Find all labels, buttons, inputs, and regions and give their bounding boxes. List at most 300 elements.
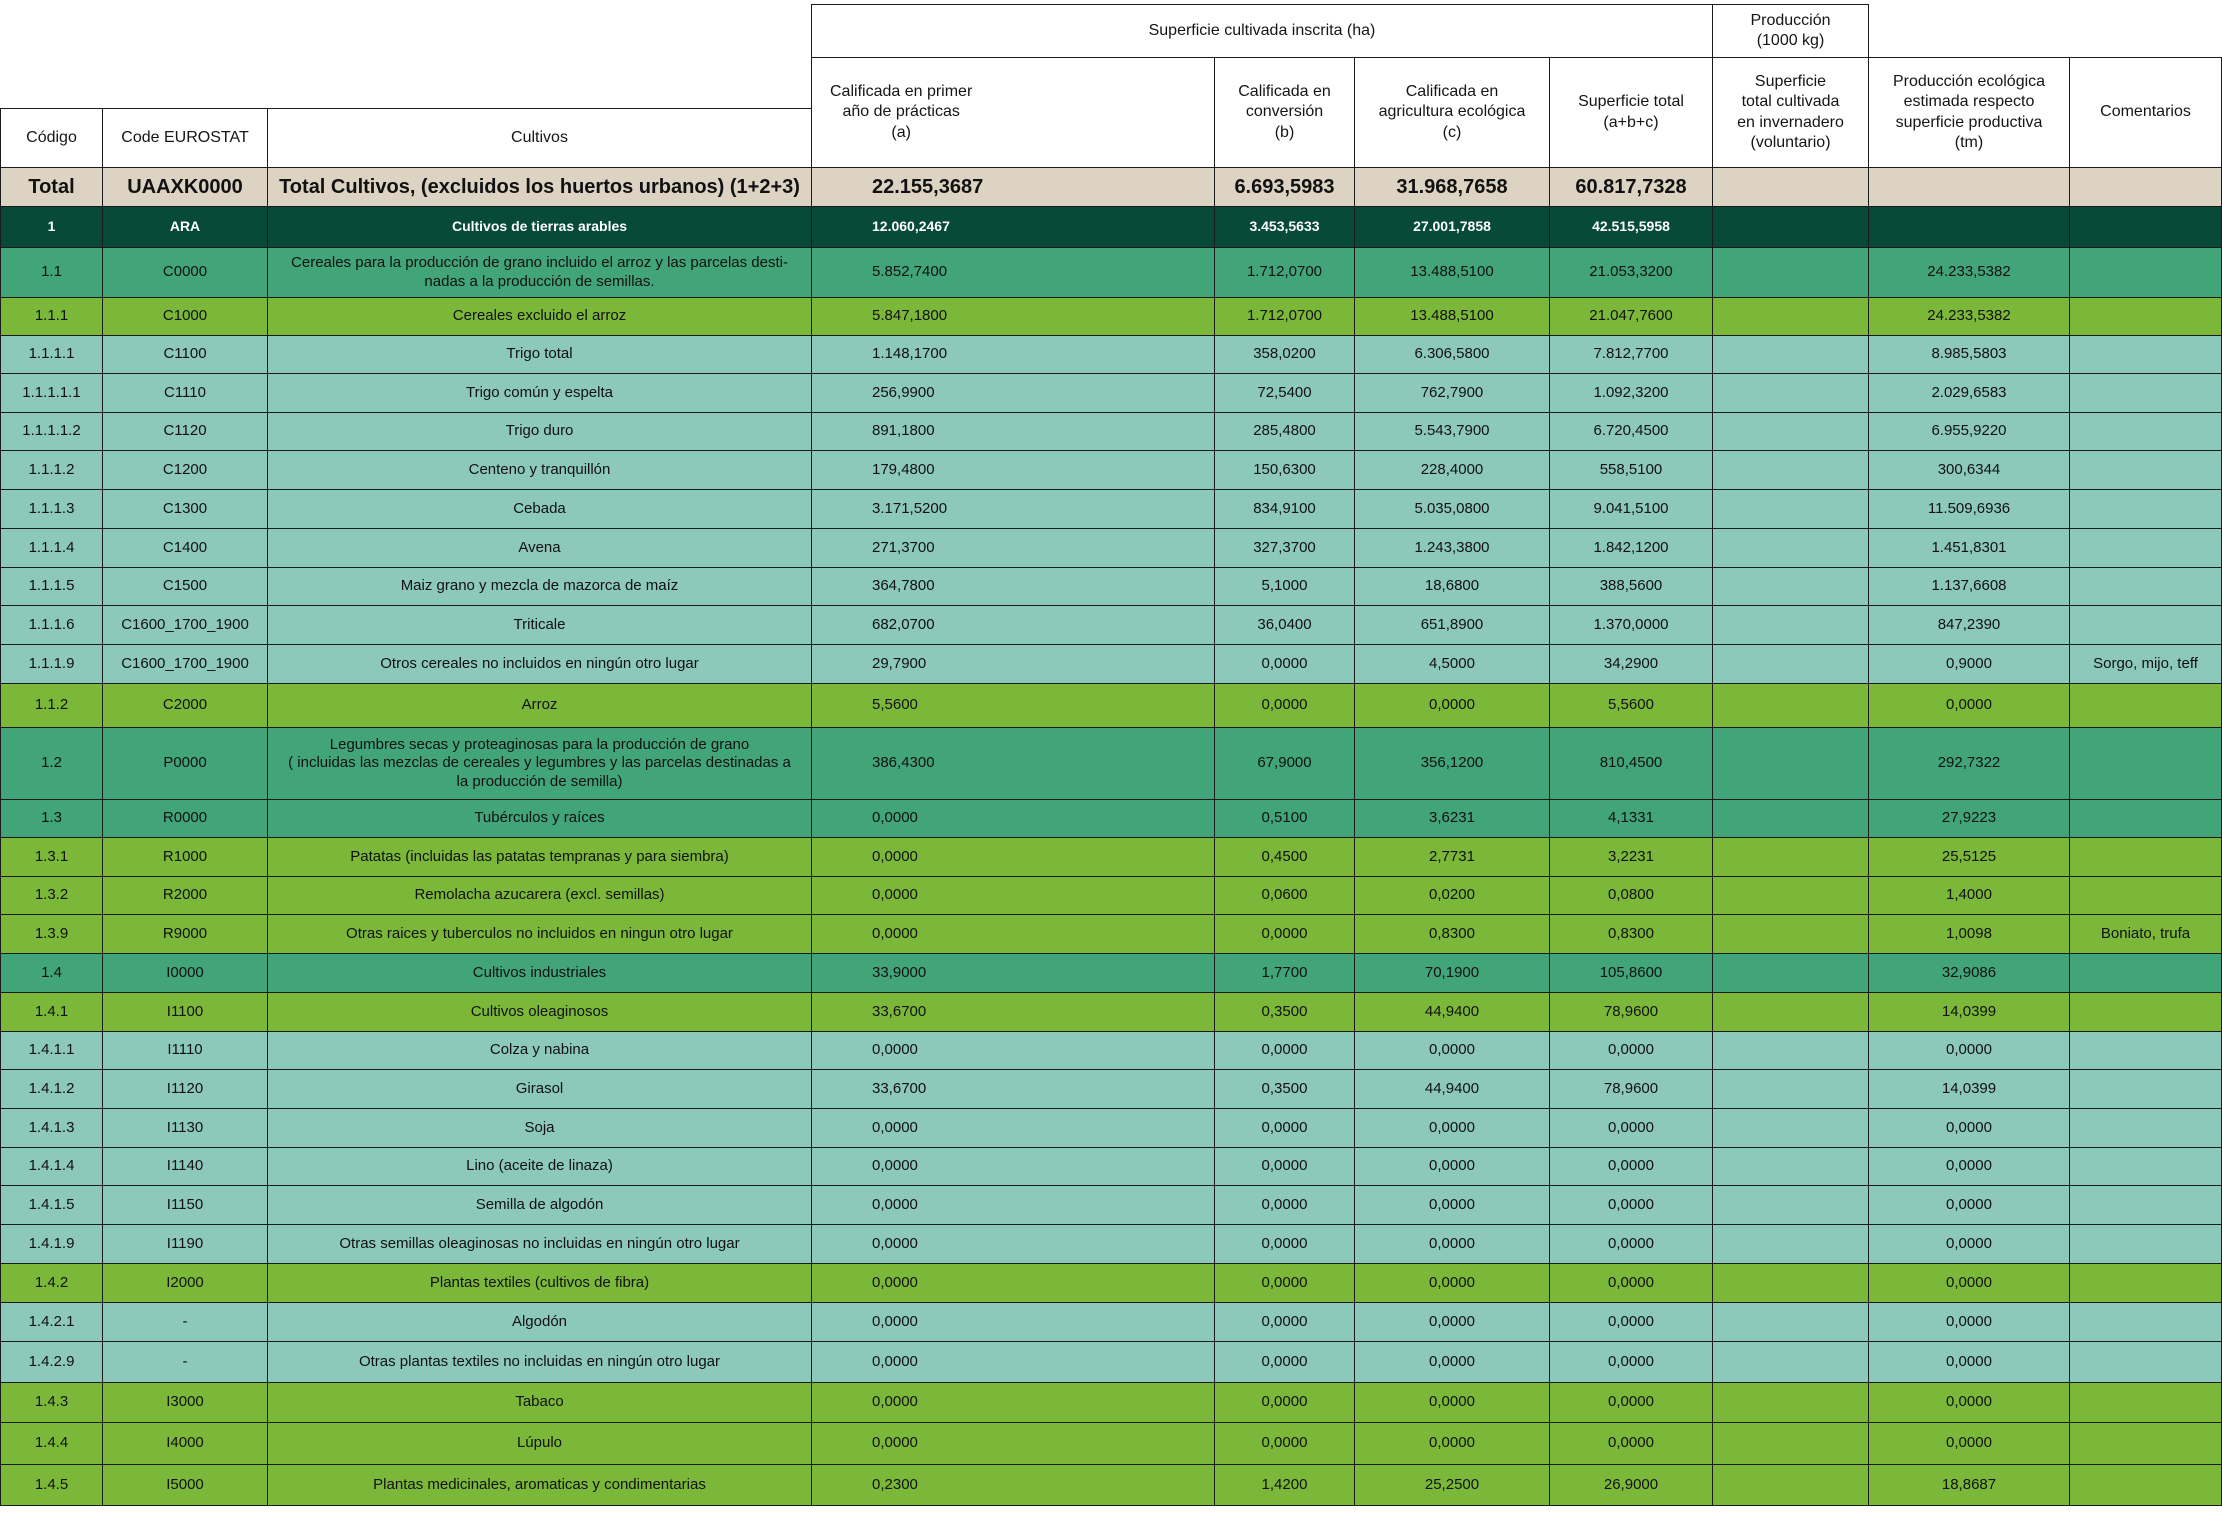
cell-comentarios	[2069, 297, 2222, 336]
cell-cultivos: Total Cultivos, (excluidos los huertos urbanos) (1+2+3)	[267, 167, 812, 207]
cell-calificada-a: 0,0000	[811, 1185, 1215, 1225]
cell-codigo: 1.4.1.9	[0, 1224, 103, 1264]
cell-eurostat: I3000	[102, 1382, 268, 1423]
cell-invernadero	[1712, 206, 1869, 248]
cell-eurostat: R9000	[102, 914, 268, 954]
cell-produccion: 6.955,9220	[1868, 412, 2070, 451]
cell-superficie-total: 0,0000	[1549, 1422, 1713, 1465]
cell-calificada-a: 3.171,5200	[811, 489, 1215, 529]
cell-comentarios	[2069, 1031, 2222, 1070]
cell-codigo: 1.3.2	[0, 876, 103, 915]
cell-produccion: 0,0000	[1868, 1302, 2070, 1342]
cell-codigo: 1.4.3	[0, 1382, 103, 1423]
cell-invernadero	[1712, 335, 1869, 374]
cell-superficie-total: 0,0000	[1549, 1263, 1713, 1303]
cell-codigo: 1.4.2.1	[0, 1302, 103, 1342]
cell-invernadero	[1712, 605, 1869, 645]
cell-codigo: 1.1.2	[0, 683, 103, 728]
cell-superficie-total: 4,1331	[1549, 799, 1713, 838]
cell-calificada-b: 0,0000	[1214, 1422, 1355, 1465]
cell-produccion: 0,0000	[1868, 1031, 2070, 1070]
cell-calificada-b: 67,9000	[1214, 727, 1355, 800]
cell-calificada-a: 1.148,1700	[811, 335, 1215, 374]
cell-eurostat: C1600_1700_1900	[102, 605, 268, 645]
cell-eurostat: C0000	[102, 247, 268, 298]
cell-calificada-a: 5,5600	[811, 683, 1215, 728]
cell-produccion: 0,0000	[1868, 1341, 2070, 1383]
cell-calificada-b: 0,0000	[1214, 1382, 1355, 1423]
cell-calificada-a: 179,4800	[811, 450, 1215, 490]
cell-codigo: 1.4.5	[0, 1464, 103, 1506]
cell-codigo: 1.4.2	[0, 1263, 103, 1303]
cell-comentarios	[2069, 373, 2222, 413]
header-calificada-a: Calificada en primer año de prácticas (a)	[811, 57, 1215, 168]
cell-invernadero	[1712, 373, 1869, 413]
cell-invernadero	[1712, 876, 1869, 915]
cell-cultivos: Plantas medicinales, aromaticas y condimentarias	[267, 1464, 812, 1506]
cell-superficie-total: 0,0000	[1549, 1031, 1713, 1070]
cell-calificada-a: 0,2300	[811, 1464, 1215, 1506]
cell-eurostat: I5000	[102, 1464, 268, 1506]
cell-calificada-a: 0,0000	[811, 1382, 1215, 1423]
cell-cultivos: Trigo duro	[267, 412, 812, 451]
cell-produccion: 25,5125	[1868, 837, 2070, 877]
cell-superficie-total: 810,4500	[1549, 727, 1713, 800]
cell-invernadero	[1712, 727, 1869, 800]
cell-comentarios	[2069, 1224, 2222, 1264]
cell-codigo: 1.4.1.5	[0, 1185, 103, 1225]
cell-calificada-c: 6.306,5800	[1354, 335, 1550, 374]
cell-invernadero	[1712, 412, 1869, 451]
cell-calificada-b: 0,4500	[1214, 837, 1355, 877]
cell-calificada-a: 682,0700	[811, 605, 1215, 645]
cell-comentarios	[2069, 1464, 2222, 1506]
cell-invernadero	[1712, 799, 1869, 838]
cell-calificada-a: 256,9900	[811, 373, 1215, 413]
cell-cultivos: Triticale	[267, 605, 812, 645]
cell-calificada-b: 1,4200	[1214, 1464, 1355, 1506]
cell-comentarios	[2069, 605, 2222, 645]
cell-eurostat: R1000	[102, 837, 268, 877]
cell-calificada-b: 0,0000	[1214, 1341, 1355, 1383]
cell-codigo: 1.1.1.1.2	[0, 412, 103, 451]
cell-eurostat: P0000	[102, 727, 268, 800]
header-eurostat: Code EUROSTAT	[102, 108, 268, 168]
cell-eurostat: -	[102, 1341, 268, 1383]
cell-calificada-b: 358,0200	[1214, 335, 1355, 374]
cell-eurostat: I1120	[102, 1069, 268, 1109]
cell-eurostat: C2000	[102, 683, 268, 728]
cell-calificada-b: 0,0000	[1214, 1147, 1355, 1186]
cell-comentarios	[2069, 1185, 2222, 1225]
cell-superficie-total: 6.720,4500	[1549, 412, 1713, 451]
cell-codigo: 1.1.1.4	[0, 528, 103, 568]
cell-cultivos: Cereales para la producción de grano incluido el arroz y las parcelas desti- nadas a la producción de semillas.	[267, 247, 812, 298]
cell-cultivos: Algodón	[267, 1302, 812, 1342]
cell-eurostat: I1190	[102, 1224, 268, 1264]
cell-calificada-b: 0,0000	[1214, 1185, 1355, 1225]
cell-codigo: 1	[0, 206, 103, 248]
cell-calificada-b: 72,5400	[1214, 373, 1355, 413]
cell-calificada-c: 0,0000	[1354, 683, 1550, 728]
cell-eurostat: ARA	[102, 206, 268, 248]
cell-superficie-total: 21.053,3200	[1549, 247, 1713, 298]
cell-calificada-b: 6.693,5983	[1214, 167, 1355, 207]
cell-codigo: 1.1.1.3	[0, 489, 103, 529]
cell-calificada-a: 12.060,2467	[811, 206, 1215, 248]
cell-produccion: 0,0000	[1868, 1108, 2070, 1148]
cell-calificada-a: 33,6700	[811, 992, 1215, 1032]
cell-calificada-a: 386,4300	[811, 727, 1215, 800]
cell-calificada-b: 1.712,0700	[1214, 297, 1355, 336]
cell-calificada-a: 0,0000	[811, 1108, 1215, 1148]
cell-calificada-c: 0,0000	[1354, 1422, 1550, 1465]
cell-superficie-total: 1.370,0000	[1549, 605, 1713, 645]
header-group-superficie: Superficie cultivada inscrita (ha)	[811, 4, 1713, 58]
cell-produccion: 18,8687	[1868, 1464, 2070, 1506]
cell-superficie-total: 0,0000	[1549, 1147, 1713, 1186]
cell-invernadero	[1712, 247, 1869, 298]
cell-calificada-c: 5.543,7900	[1354, 412, 1550, 451]
cell-calificada-b: 1.712,0700	[1214, 247, 1355, 298]
cell-invernadero	[1712, 1382, 1869, 1423]
cell-invernadero	[1712, 297, 1869, 336]
cell-invernadero	[1712, 1185, 1869, 1225]
cell-cultivos: Cebada	[267, 489, 812, 529]
cell-calificada-a: 891,1800	[811, 412, 1215, 451]
cell-calificada-b: 0,0000	[1214, 1031, 1355, 1070]
cell-calificada-c: 0,0200	[1354, 876, 1550, 915]
cell-superficie-total: 78,9600	[1549, 1069, 1713, 1109]
cell-calificada-c: 0,0000	[1354, 1031, 1550, 1070]
cell-calificada-c: 0,0000	[1354, 1263, 1550, 1303]
cell-invernadero	[1712, 1422, 1869, 1465]
cell-calificada-b: 0,0000	[1214, 1224, 1355, 1264]
cell-cultivos: Girasol	[267, 1069, 812, 1109]
cell-comentarios	[2069, 206, 2222, 248]
cell-produccion: 8.985,5803	[1868, 335, 2070, 374]
cell-calificada-c: 44,9400	[1354, 1069, 1550, 1109]
cell-produccion: 1.451,8301	[1868, 528, 2070, 568]
cell-invernadero	[1712, 567, 1869, 606]
cell-superficie-total: 0,0000	[1549, 1302, 1713, 1342]
header-group-produccion: Producción (1000 kg)	[1712, 4, 1869, 58]
cell-calificada-a: 0,0000	[811, 1147, 1215, 1186]
cell-eurostat: I1100	[102, 992, 268, 1032]
cell-calificada-a: 29,7900	[811, 644, 1215, 684]
header-cultivos: Cultivos	[267, 108, 812, 168]
cell-superficie-total: 0,0000	[1549, 1185, 1713, 1225]
cell-calificada-b: 0,0000	[1214, 683, 1355, 728]
cell-eurostat: I2000	[102, 1263, 268, 1303]
cell-comentarios	[2069, 683, 2222, 728]
cell-calificada-c: 25,2500	[1354, 1464, 1550, 1506]
cell-eurostat: UAAXK0000	[102, 167, 268, 207]
cell-codigo: 1.1	[0, 247, 103, 298]
cell-cultivos: Otros cereales no incluidos en ningún otro lugar	[267, 644, 812, 684]
cell-calificada-c: 651,8900	[1354, 605, 1550, 645]
cell-superficie-total: 9.041,5100	[1549, 489, 1713, 529]
cell-comentarios	[2069, 489, 2222, 529]
cell-produccion: 24.233,5382	[1868, 247, 2070, 298]
cell-produccion: 24.233,5382	[1868, 297, 2070, 336]
cell-calificada-a: 0,0000	[811, 837, 1215, 877]
cell-eurostat: C1120	[102, 412, 268, 451]
cell-produccion: 0,0000	[1868, 1263, 2070, 1303]
cell-comentarios	[2069, 1422, 2222, 1465]
cell-produccion: 0,0000	[1868, 683, 2070, 728]
cell-codigo: 1.1.1.6	[0, 605, 103, 645]
cell-calificada-b: 0,3500	[1214, 1069, 1355, 1109]
cell-calificada-b: 285,4800	[1214, 412, 1355, 451]
cell-calificada-b: 5,1000	[1214, 567, 1355, 606]
cell-comentarios	[2069, 412, 2222, 451]
cell-cultivos: Otras semillas oleaginosas no incluidas en ningún otro lugar	[267, 1224, 812, 1264]
cell-produccion: 292,7322	[1868, 727, 2070, 800]
cell-calificada-c: 3,6231	[1354, 799, 1550, 838]
cell-cultivos: Trigo total	[267, 335, 812, 374]
cell-cultivos: Remolacha azucarera (excl. semillas)	[267, 876, 812, 915]
cell-comentarios	[2069, 1069, 2222, 1109]
cell-calificada-c: 0,0000	[1354, 1302, 1550, 1342]
cell-superficie-total: 558,5100	[1549, 450, 1713, 490]
cell-produccion: 0,9000	[1868, 644, 2070, 684]
cell-invernadero	[1712, 167, 1869, 207]
cell-superficie-total: 7.812,7700	[1549, 335, 1713, 374]
cell-superficie-total: 0,8300	[1549, 914, 1713, 954]
cell-calificada-c: 31.968,7658	[1354, 167, 1550, 207]
cell-eurostat: C1000	[102, 297, 268, 336]
cell-produccion: 1,0098	[1868, 914, 2070, 954]
cell-eurostat: C1100	[102, 335, 268, 374]
cell-produccion: 0,0000	[1868, 1224, 2070, 1264]
cell-cultivos: Centeno y tranquillón	[267, 450, 812, 490]
cell-invernadero	[1712, 1263, 1869, 1303]
cell-calificada-b: 0,0000	[1214, 1302, 1355, 1342]
cell-cultivos: Tubérculos y raíces	[267, 799, 812, 838]
cell-superficie-total: 60.817,7328	[1549, 167, 1713, 207]
cell-superficie-total: 1.092,3200	[1549, 373, 1713, 413]
cell-invernadero	[1712, 1147, 1869, 1186]
cell-superficie-total: 42.515,5958	[1549, 206, 1713, 248]
cell-cultivos: Semilla de algodón	[267, 1185, 812, 1225]
header-codigo: Código	[0, 108, 103, 168]
cell-calificada-a: 0,0000	[811, 914, 1215, 954]
cell-codigo: 1.4.1.4	[0, 1147, 103, 1186]
cell-calificada-b: 0,0000	[1214, 1108, 1355, 1148]
header-invernadero: Superficie total cultivada en invernadero (voluntario)	[1712, 57, 1869, 168]
cell-calificada-b: 150,6300	[1214, 450, 1355, 490]
cell-calificada-a: 33,6700	[811, 1069, 1215, 1109]
cell-comentarios	[2069, 837, 2222, 877]
header-calificada-c: Calificada en agricultura ecológica (c)	[1354, 57, 1550, 168]
cell-cultivos: Plantas textiles (cultivos de fibra)	[267, 1263, 812, 1303]
cell-superficie-total: 21.047,7600	[1549, 297, 1713, 336]
cell-calificada-c: 70,1900	[1354, 953, 1550, 993]
cell-produccion: 32,9086	[1868, 953, 2070, 993]
cell-produccion: 300,6344	[1868, 450, 2070, 490]
cell-calificada-c: 13.488,5100	[1354, 247, 1550, 298]
cell-codigo: 1.1.1	[0, 297, 103, 336]
cell-calificada-a: 5.847,1800	[811, 297, 1215, 336]
cell-calificada-b: 327,3700	[1214, 528, 1355, 568]
cell-invernadero	[1712, 953, 1869, 993]
cell-codigo: 1.3	[0, 799, 103, 838]
cell-calificada-a: 0,0000	[811, 1422, 1215, 1465]
cell-cultivos: Avena	[267, 528, 812, 568]
cell-calificada-c: 0,8300	[1354, 914, 1550, 954]
cell-calificada-a: 0,0000	[811, 1302, 1215, 1342]
cell-invernadero	[1712, 1108, 1869, 1148]
cell-calificada-c: 4,5000	[1354, 644, 1550, 684]
cell-eurostat: C1300	[102, 489, 268, 529]
cell-produccion: 0,0000	[1868, 1382, 2070, 1423]
cell-invernadero	[1712, 1069, 1869, 1109]
cell-produccion: 1.137,6608	[1868, 567, 2070, 606]
cell-eurostat: C1200	[102, 450, 268, 490]
cell-comentarios	[2069, 335, 2222, 374]
cell-cultivos: Cultivos oleaginosos	[267, 992, 812, 1032]
cell-superficie-total: 0,0000	[1549, 1382, 1713, 1423]
cell-superficie-total: 388,5600	[1549, 567, 1713, 606]
cell-cultivos: Maiz grano y mezcla de mazorca de maíz	[267, 567, 812, 606]
cell-codigo: 1.3.1	[0, 837, 103, 877]
cell-comentarios	[2069, 528, 2222, 568]
cell-comentarios	[2069, 247, 2222, 298]
cell-superficie-total: 0,0000	[1549, 1341, 1713, 1383]
cell-codigo: 1.4.1.2	[0, 1069, 103, 1109]
cell-eurostat: I4000	[102, 1422, 268, 1465]
cell-comentarios	[2069, 567, 2222, 606]
cell-codigo: 1.4.1.3	[0, 1108, 103, 1148]
cell-calificada-b: 0,0000	[1214, 914, 1355, 954]
cell-cultivos: Legumbres secas y proteaginosas para la producción de grano ( incluidas las mezclas de cereales y legumbres y las parcelas destinadas a la producción de semilla)	[267, 727, 812, 800]
cell-produccion: 14,0399	[1868, 992, 2070, 1032]
cell-calificada-b: 0,0600	[1214, 876, 1355, 915]
cell-comentarios	[2069, 1341, 2222, 1383]
cell-invernadero	[1712, 644, 1869, 684]
cell-calificada-a: 0,0000	[811, 1224, 1215, 1264]
cell-eurostat: C1110	[102, 373, 268, 413]
cell-eurostat: C1600_1700_1900	[102, 644, 268, 684]
header-superficie-total: Superficie total (a+b+c)	[1549, 57, 1713, 168]
cell-calificada-a: 271,3700	[811, 528, 1215, 568]
cell-produccion: 1,4000	[1868, 876, 2070, 915]
cell-calificada-c: 762,7900	[1354, 373, 1550, 413]
cell-cultivos: Cultivos de tierras arables	[267, 206, 812, 248]
cell-superficie-total: 0,0000	[1549, 1108, 1713, 1148]
cell-cultivos: Patatas (incluidas las patatas tempranas y para siembra)	[267, 837, 812, 877]
cell-invernadero	[1712, 528, 1869, 568]
cell-superficie-total: 0,0800	[1549, 876, 1713, 915]
cell-eurostat: R0000	[102, 799, 268, 838]
cell-calificada-b: 3.453,5633	[1214, 206, 1355, 248]
cell-superficie-total: 26,9000	[1549, 1464, 1713, 1506]
cell-comentarios: Sorgo, mijo, teff	[2069, 644, 2222, 684]
cell-superficie-total: 78,9600	[1549, 992, 1713, 1032]
cell-calificada-b: 0,0000	[1214, 1263, 1355, 1303]
cell-calificada-c: 0,0000	[1354, 1341, 1550, 1383]
header-produccion-ecologica: Producción ecológica estimada respecto superficie productiva (tm)	[1868, 57, 2070, 168]
cell-eurostat: R2000	[102, 876, 268, 915]
cell-produccion: 14,0399	[1868, 1069, 2070, 1109]
cell-produccion: 2.029,6583	[1868, 373, 2070, 413]
cell-codigo: 1.1.1.5	[0, 567, 103, 606]
cell-comentarios	[2069, 992, 2222, 1032]
cell-calificada-a: 22.155,3687	[811, 167, 1215, 207]
cell-calificada-c: 44,9400	[1354, 992, 1550, 1032]
cell-codigo: 1.3.9	[0, 914, 103, 954]
cell-comentarios	[2069, 953, 2222, 993]
cell-invernadero	[1712, 489, 1869, 529]
cell-calificada-c: 228,4000	[1354, 450, 1550, 490]
cell-calificada-b: 1,7700	[1214, 953, 1355, 993]
cell-superficie-total: 34,2900	[1549, 644, 1713, 684]
cell-comentarios	[2069, 799, 2222, 838]
header-comentarios: Comentarios	[2069, 57, 2222, 168]
cell-cultivos: Lúpulo	[267, 1422, 812, 1465]
cell-superficie-total: 1.842,1200	[1549, 528, 1713, 568]
cell-calificada-a: 0,0000	[811, 876, 1215, 915]
cell-invernadero	[1712, 837, 1869, 877]
cell-comentarios: Boniato, trufa	[2069, 914, 2222, 954]
cell-invernadero	[1712, 450, 1869, 490]
cell-codigo: Total	[0, 167, 103, 207]
cell-produccion: 0,0000	[1868, 1185, 2070, 1225]
cell-calificada-b: 0,0000	[1214, 644, 1355, 684]
cell-invernadero	[1712, 1302, 1869, 1342]
cell-codigo: 1.1.1.2	[0, 450, 103, 490]
cell-codigo: 1.4.1	[0, 992, 103, 1032]
cell-cultivos: Colza y nabina	[267, 1031, 812, 1070]
header-calificada-b: Calificada en conversión (b)	[1214, 57, 1355, 168]
cell-invernadero	[1712, 992, 1869, 1032]
cell-invernadero	[1712, 1341, 1869, 1383]
cell-eurostat: I1150	[102, 1185, 268, 1225]
cell-comentarios	[2069, 876, 2222, 915]
cell-invernadero	[1712, 1464, 1869, 1506]
cell-calificada-c: 0,0000	[1354, 1147, 1550, 1186]
cell-cultivos: Tabaco	[267, 1382, 812, 1423]
cell-comentarios	[2069, 450, 2222, 490]
cell-calificada-a: 0,0000	[811, 1341, 1215, 1383]
cell-calificada-c: 2,7731	[1354, 837, 1550, 877]
cell-invernadero	[1712, 1031, 1869, 1070]
cell-eurostat: I0000	[102, 953, 268, 993]
cell-calificada-a: 5.852,7400	[811, 247, 1215, 298]
cell-eurostat: -	[102, 1302, 268, 1342]
cell-codigo: 1.1.1.9	[0, 644, 103, 684]
cell-produccion: 0,0000	[1868, 1147, 2070, 1186]
cell-codigo: 1.1.1.1.1	[0, 373, 103, 413]
cell-cultivos: Cereales excluido el arroz	[267, 297, 812, 336]
cell-produccion: 847,2390	[1868, 605, 2070, 645]
cell-calificada-c: 5.035,0800	[1354, 489, 1550, 529]
cell-cultivos: Otras plantas textiles no incluidas en ningún otro lugar	[267, 1341, 812, 1383]
cell-produccion: 0,0000	[1868, 1422, 2070, 1465]
cell-calificada-c: 0,0000	[1354, 1185, 1550, 1225]
cell-codigo: 1.4.1.1	[0, 1031, 103, 1070]
cell-invernadero	[1712, 683, 1869, 728]
cell-calificada-a: 364,7800	[811, 567, 1215, 606]
cell-codigo: 1.4.4	[0, 1422, 103, 1465]
cell-cultivos: Arroz	[267, 683, 812, 728]
cell-calificada-a: 0,0000	[811, 1263, 1215, 1303]
cell-comentarios	[2069, 167, 2222, 207]
cell-calificada-a: 0,0000	[811, 799, 1215, 838]
cell-codigo: 1.4	[0, 953, 103, 993]
cell-invernadero	[1712, 1224, 1869, 1264]
